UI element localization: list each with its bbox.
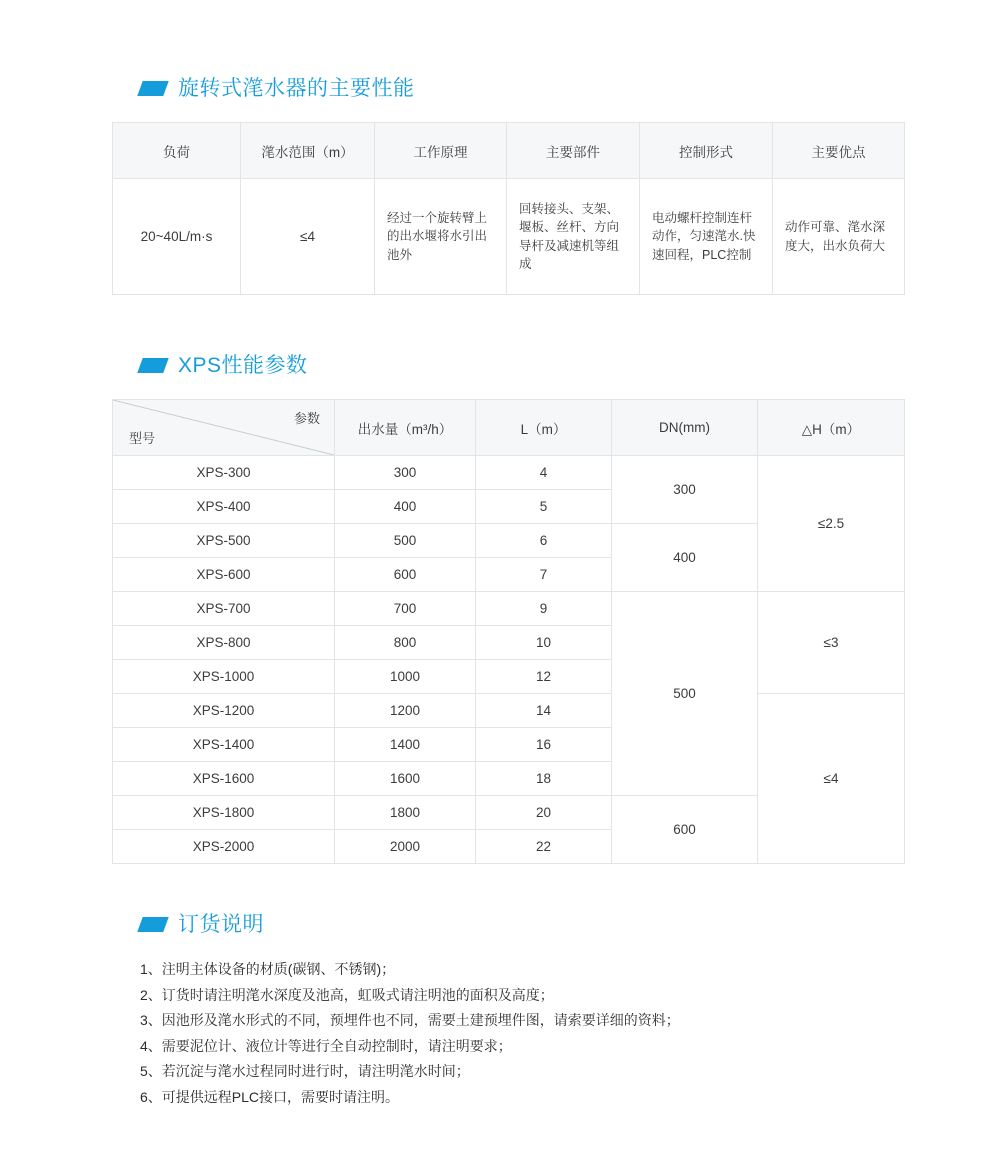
- cell-dn: 400: [612, 524, 758, 592]
- col-header-range: 滗水范围（m）: [241, 123, 375, 179]
- cell-model: XPS-800: [113, 626, 335, 660]
- cell-flow: 600: [335, 558, 476, 592]
- cell-model: XPS-2000: [113, 830, 335, 864]
- xps-table-wrap: [0, 399, 1004, 864]
- cell-model: XPS-500: [113, 524, 335, 558]
- cell-flow: 1200: [335, 694, 476, 728]
- cell-length: 4: [476, 456, 612, 490]
- cell-flow: 2000: [335, 830, 476, 864]
- cell-length: 22: [476, 830, 612, 864]
- cell-load: 20~40L/m·s: [113, 179, 241, 295]
- spacer-between-sections-1-2: [0, 295, 1004, 355]
- ordering-note-item: 5、若沉淀与滗水过程同时进行时，请注明滗水时间；: [140, 1063, 470, 1079]
- cell-flow: 400: [335, 490, 476, 524]
- performance-table-wrap: [0, 122, 1004, 295]
- cell-flow: 1600: [335, 762, 476, 796]
- col-header-advantages: 主要优点: [773, 123, 905, 179]
- cell-dn: 600: [612, 796, 758, 864]
- parallelogram-marker-icon: [137, 358, 168, 373]
- cell-length: 6: [476, 524, 612, 558]
- spacer-after-heading-3: [0, 935, 1004, 957]
- section-heading-xps: [0, 355, 1004, 376]
- cell-model: XPS-1000: [113, 660, 335, 694]
- cell-flow: 800: [335, 626, 476, 660]
- cell-length: 20: [476, 796, 612, 830]
- cell-length: 16: [476, 728, 612, 762]
- table-row: [113, 179, 905, 295]
- parallelogram-marker-icon: [137, 917, 168, 932]
- col-header-dn: DN(mm): [612, 400, 758, 456]
- ordering-note-item: 4、需要泥位计、液位计等进行全自动控制时，请注明要求；: [140, 1037, 512, 1054]
- col-header-components: 主要部件: [507, 123, 640, 179]
- cell-flow: 300: [335, 456, 476, 490]
- cell-length: 14: [476, 694, 612, 728]
- cell-model: XPS-600: [113, 558, 335, 592]
- cell-length: 10: [476, 626, 612, 660]
- corner-label-model: 型号: [129, 431, 156, 446]
- cell-model: XPS-1200: [113, 694, 335, 728]
- corner-header-cell: [113, 400, 335, 456]
- cell-flow: 1800: [335, 796, 476, 830]
- cell-dn: 300: [612, 456, 758, 524]
- cell-components: 回转接头、支架、堰板、丝杆、方向导杆及减速机等组成: [507, 179, 640, 295]
- spacer-after-heading-2: [0, 376, 1004, 399]
- corner-label-parameter: 参数: [293, 411, 320, 426]
- cell-dn: 500: [612, 592, 758, 796]
- cell-model: XPS-400: [113, 490, 335, 524]
- cell-length: 9: [476, 592, 612, 626]
- cell-advantages: 动作可靠、滗水深度大，出水负荷大: [773, 179, 905, 295]
- cell-range: ≤4: [241, 179, 375, 295]
- table-row: [113, 592, 905, 626]
- cell-model: XPS-1400: [113, 728, 335, 762]
- col-header-l: L（m）: [476, 400, 612, 456]
- table-row: [113, 694, 905, 728]
- col-header-flow: 出水量（m³/h）: [335, 400, 476, 456]
- ordering-note-item: 3、因池形及滗水形式的不同，预埋件也不同，需要土建预埋件图，请索要详细的资料；: [140, 1012, 680, 1028]
- top-spacer: [0, 0, 1004, 78]
- cell-model: XPS-300: [113, 456, 335, 490]
- section-heading-performance: [0, 78, 1004, 99]
- section-title-ordering: 订货说明: [178, 913, 264, 936]
- col-header-control: 控制形式: [640, 123, 773, 179]
- col-header-load: 负荷: [113, 123, 241, 179]
- table-header-row: [113, 400, 905, 456]
- col-header-dh: △H（m）: [758, 400, 905, 456]
- cell-length: 18: [476, 762, 612, 796]
- table-row: [113, 456, 905, 490]
- cell-length: 5: [476, 490, 612, 524]
- ordering-note-item: 6、可提供远程PLC接口，需要时请注明。: [140, 1088, 400, 1105]
- cell-length: 7: [476, 558, 612, 592]
- cell-flow: 700: [335, 592, 476, 626]
- section-heading-ordering: [0, 914, 1004, 935]
- cell-principle: 经过一个旋转臂上的出水堰将水引出池外: [375, 179, 507, 295]
- cell-delta-h: ≤4: [758, 694, 905, 864]
- xps-table-body: [113, 456, 905, 864]
- cell-flow: 1400: [335, 728, 476, 762]
- cell-delta-h: ≤3: [758, 592, 905, 694]
- cell-model: XPS-700: [113, 592, 335, 626]
- performance-table: [112, 122, 905, 295]
- cell-delta-h: ≤2.5: [758, 456, 905, 592]
- ordering-note-item: 2、订货时请注明滗水深度及池高，虹吸式请注明池的面积及高度；: [140, 986, 554, 1003]
- ordering-note-item: 1、注明主体设备的材质(碳钢、不锈钢)；: [140, 961, 396, 977]
- cell-length: 12: [476, 660, 612, 694]
- parallelogram-marker-icon: [137, 81, 168, 96]
- table-header-row: [113, 123, 905, 179]
- xps-parameters-table: [112, 399, 905, 864]
- spacer-between-sections-2-3: [0, 864, 1004, 914]
- cell-flow: 1000: [335, 660, 476, 694]
- cell-model: XPS-1800: [113, 796, 335, 830]
- cell-flow: 500: [335, 524, 476, 558]
- ordering-notes-list: [0, 957, 1004, 1110]
- section-title-performance: 旋转式滗水器的主要性能: [178, 77, 415, 100]
- section-title-xps: XPS性能参数: [178, 354, 308, 377]
- cell-model: XPS-1600: [113, 762, 335, 796]
- spacer-after-heading-1: [0, 99, 1004, 122]
- col-header-principle: 工作原理: [375, 123, 507, 179]
- cell-control: 电动螺杆控制连杆动作，匀速滗水.快速回程，PLC控制: [640, 179, 773, 295]
